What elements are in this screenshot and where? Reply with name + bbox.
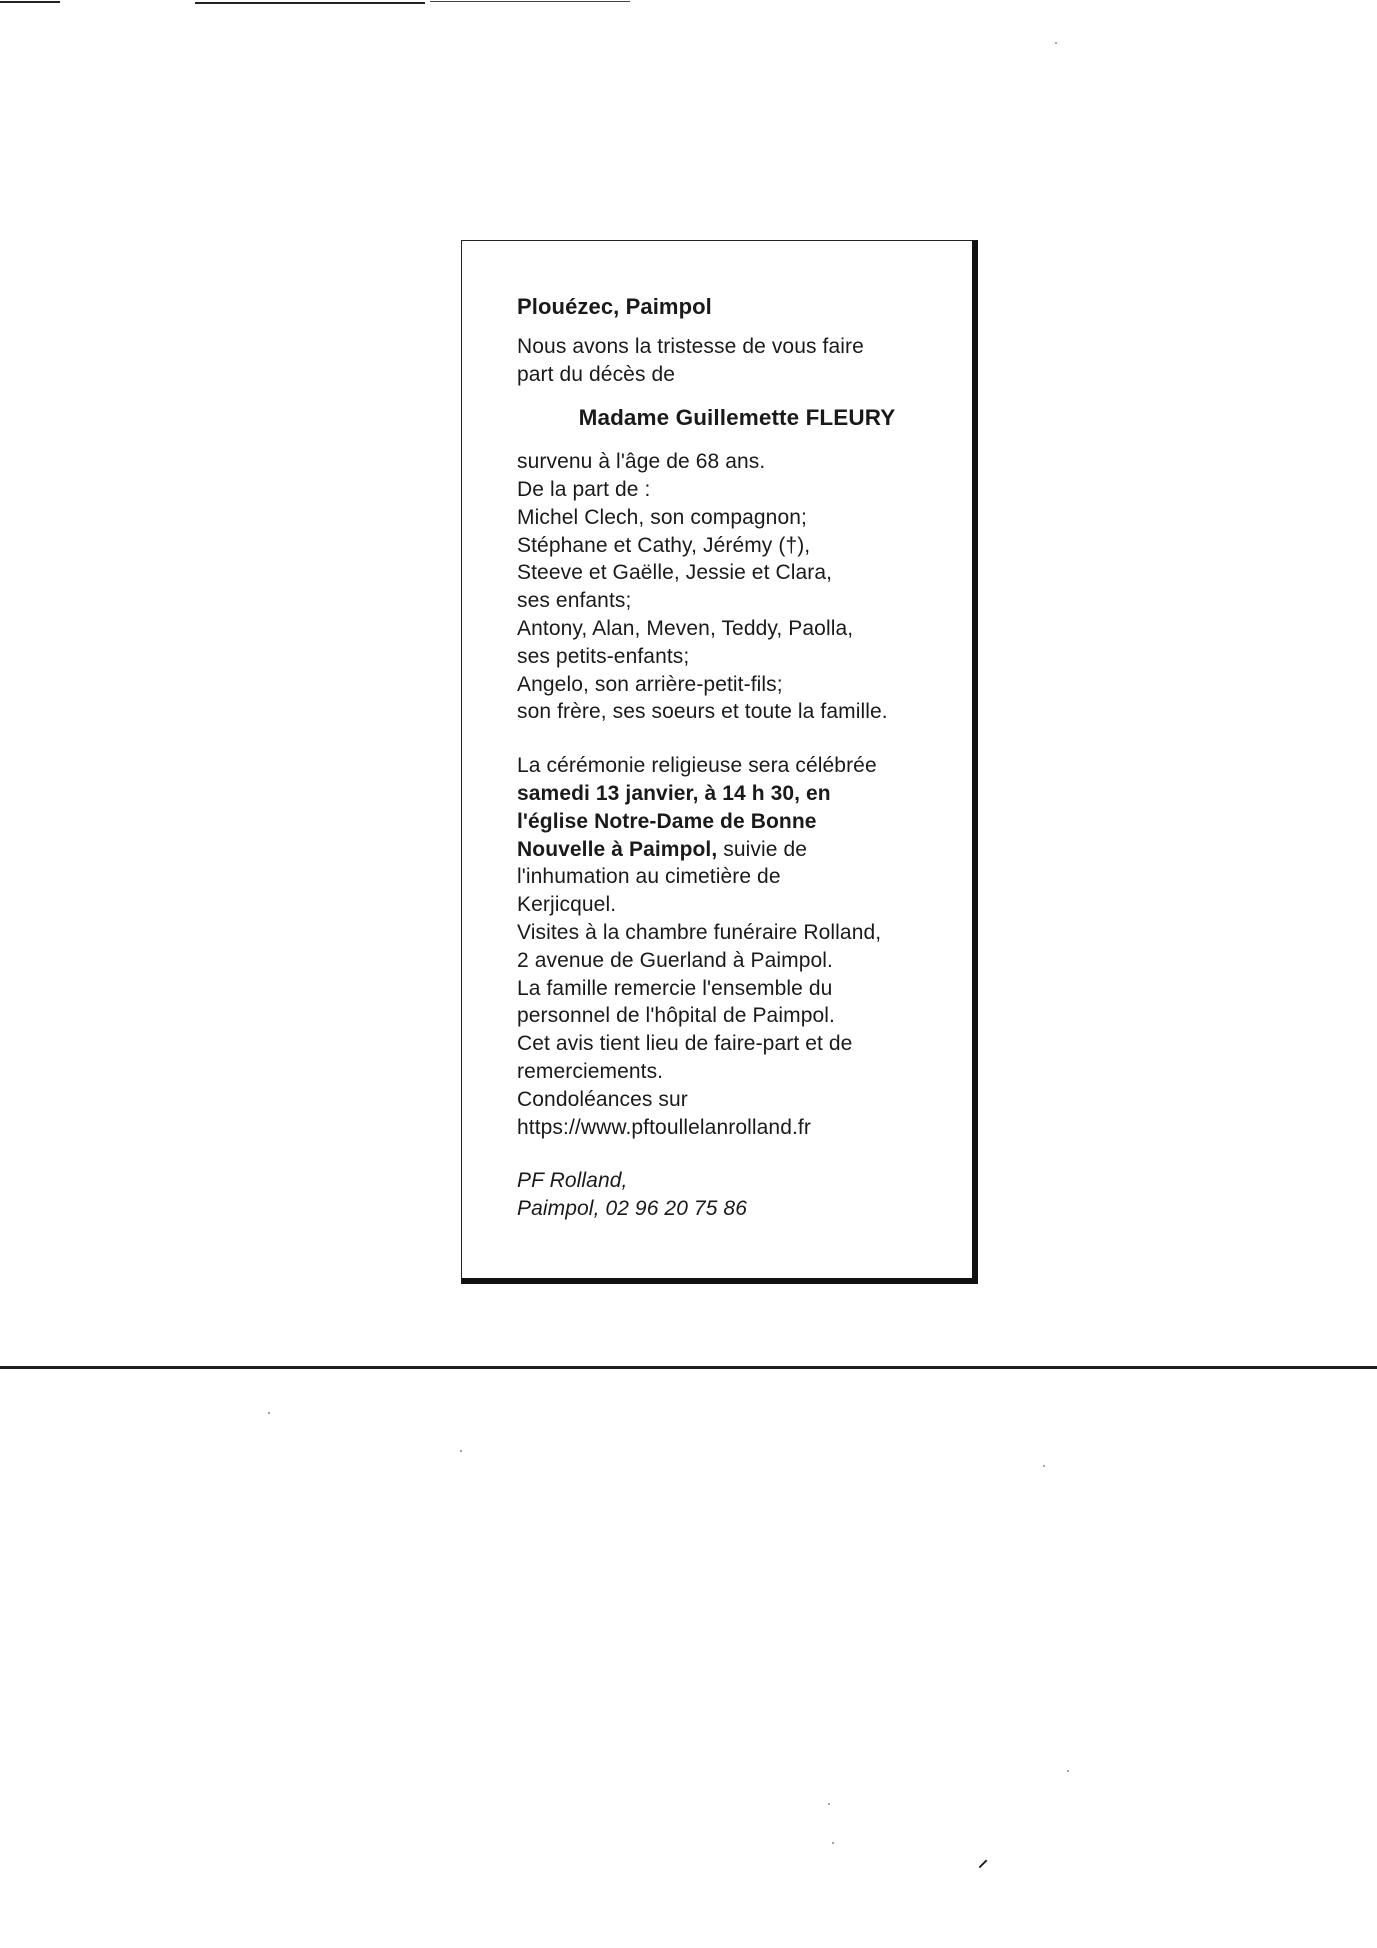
- ceremony-line: Kerjicquel.: [517, 893, 617, 917]
- deceased-name: Madame Guillemette FLEURY: [578, 405, 896, 431]
- scan-divider-line: [0, 1366, 1377, 1369]
- additional-info: [517, 919, 967, 1141]
- scan-speck: [1067, 1770, 1069, 1772]
- scan-speck: [832, 1842, 834, 1844]
- signature-line: Paimpol, 02 96 20 75 86: [517, 1197, 747, 1221]
- info-line: Cet avis tient lieu de faire-part et de: [517, 1032, 853, 1056]
- scan-ink-mark: ⸝: [978, 1849, 988, 1871]
- family-list: [517, 448, 967, 726]
- family-line: Angelo, son arrière-petit-fils;: [517, 672, 783, 696]
- info-line: Visites à la chambre funéraire Rolland,: [517, 920, 882, 944]
- intro-line: part du décès de: [517, 362, 676, 386]
- family-line: Stéphane et Cathy, Jérémy (†),: [517, 533, 811, 557]
- ceremony-place-bold: Nouvelle à Paimpol,: [517, 837, 718, 861]
- family-line: son frère, ses soeurs et toute la famille.: [517, 700, 888, 724]
- family-line: De la part de :: [517, 477, 651, 501]
- ceremony-date-line: samedi 13 janvier, à 14 h 30, en: [517, 781, 831, 805]
- family-line: Steeve et Gaëlle, Jessie et Clara,: [517, 561, 833, 585]
- scan-speck: [1043, 1465, 1045, 1467]
- scan-border-line: [195, 2, 425, 4]
- family-line: ses enfants;: [517, 589, 632, 613]
- scan-speck: [1055, 42, 1057, 44]
- ceremony-line: [517, 836, 967, 864]
- family-line: Antony, Alan, Meven, Teddy, Paolla,: [517, 616, 854, 640]
- info-line: La famille remercie l'ensemble du: [517, 976, 833, 1000]
- family-line: ses petits-enfants;: [517, 644, 690, 668]
- intro-line: Nous avons la tristesse de vous faire: [517, 334, 864, 358]
- scan-speck: [828, 1803, 830, 1805]
- scan-speck: [268, 1412, 270, 1414]
- info-line: personnel de l'hôpital de Paimpol.: [517, 1004, 835, 1028]
- ceremony-line: La cérémonie religieuse sera célébrée: [517, 754, 877, 778]
- death-notice-box: [461, 240, 978, 1284]
- ceremony-info: [517, 752, 967, 919]
- website-url: https://www.pftoullelanrolland.fr: [517, 1115, 811, 1139]
- ceremony-place-line: l'église Notre-Dame de Bonne: [517, 809, 817, 833]
- scan-border-line: [0, 1, 60, 3]
- info-line: remerciements.: [517, 1059, 664, 1083]
- notice-intro: [517, 333, 967, 389]
- funeral-home-signature: [517, 1167, 967, 1223]
- signature-line: PF Rolland,: [517, 1169, 628, 1193]
- info-line: 2 avenue de Guerland à Paimpol.: [517, 948, 833, 972]
- scan-speck: [460, 1450, 462, 1452]
- ceremony-line-rest: suivie de: [717, 837, 808, 861]
- scan-border-line: [430, 1, 630, 2]
- info-line: Condoléances sur: [517, 1087, 688, 1111]
- notice-content: [517, 293, 967, 1223]
- family-line: survenu à l'âge de 68 ans.: [517, 450, 766, 474]
- family-line: Michel Clech, son compagnon;: [517, 505, 807, 529]
- notice-place: Plouézec, Paimpol: [517, 294, 712, 319]
- ceremony-line: l'inhumation au cimetière de: [517, 865, 781, 889]
